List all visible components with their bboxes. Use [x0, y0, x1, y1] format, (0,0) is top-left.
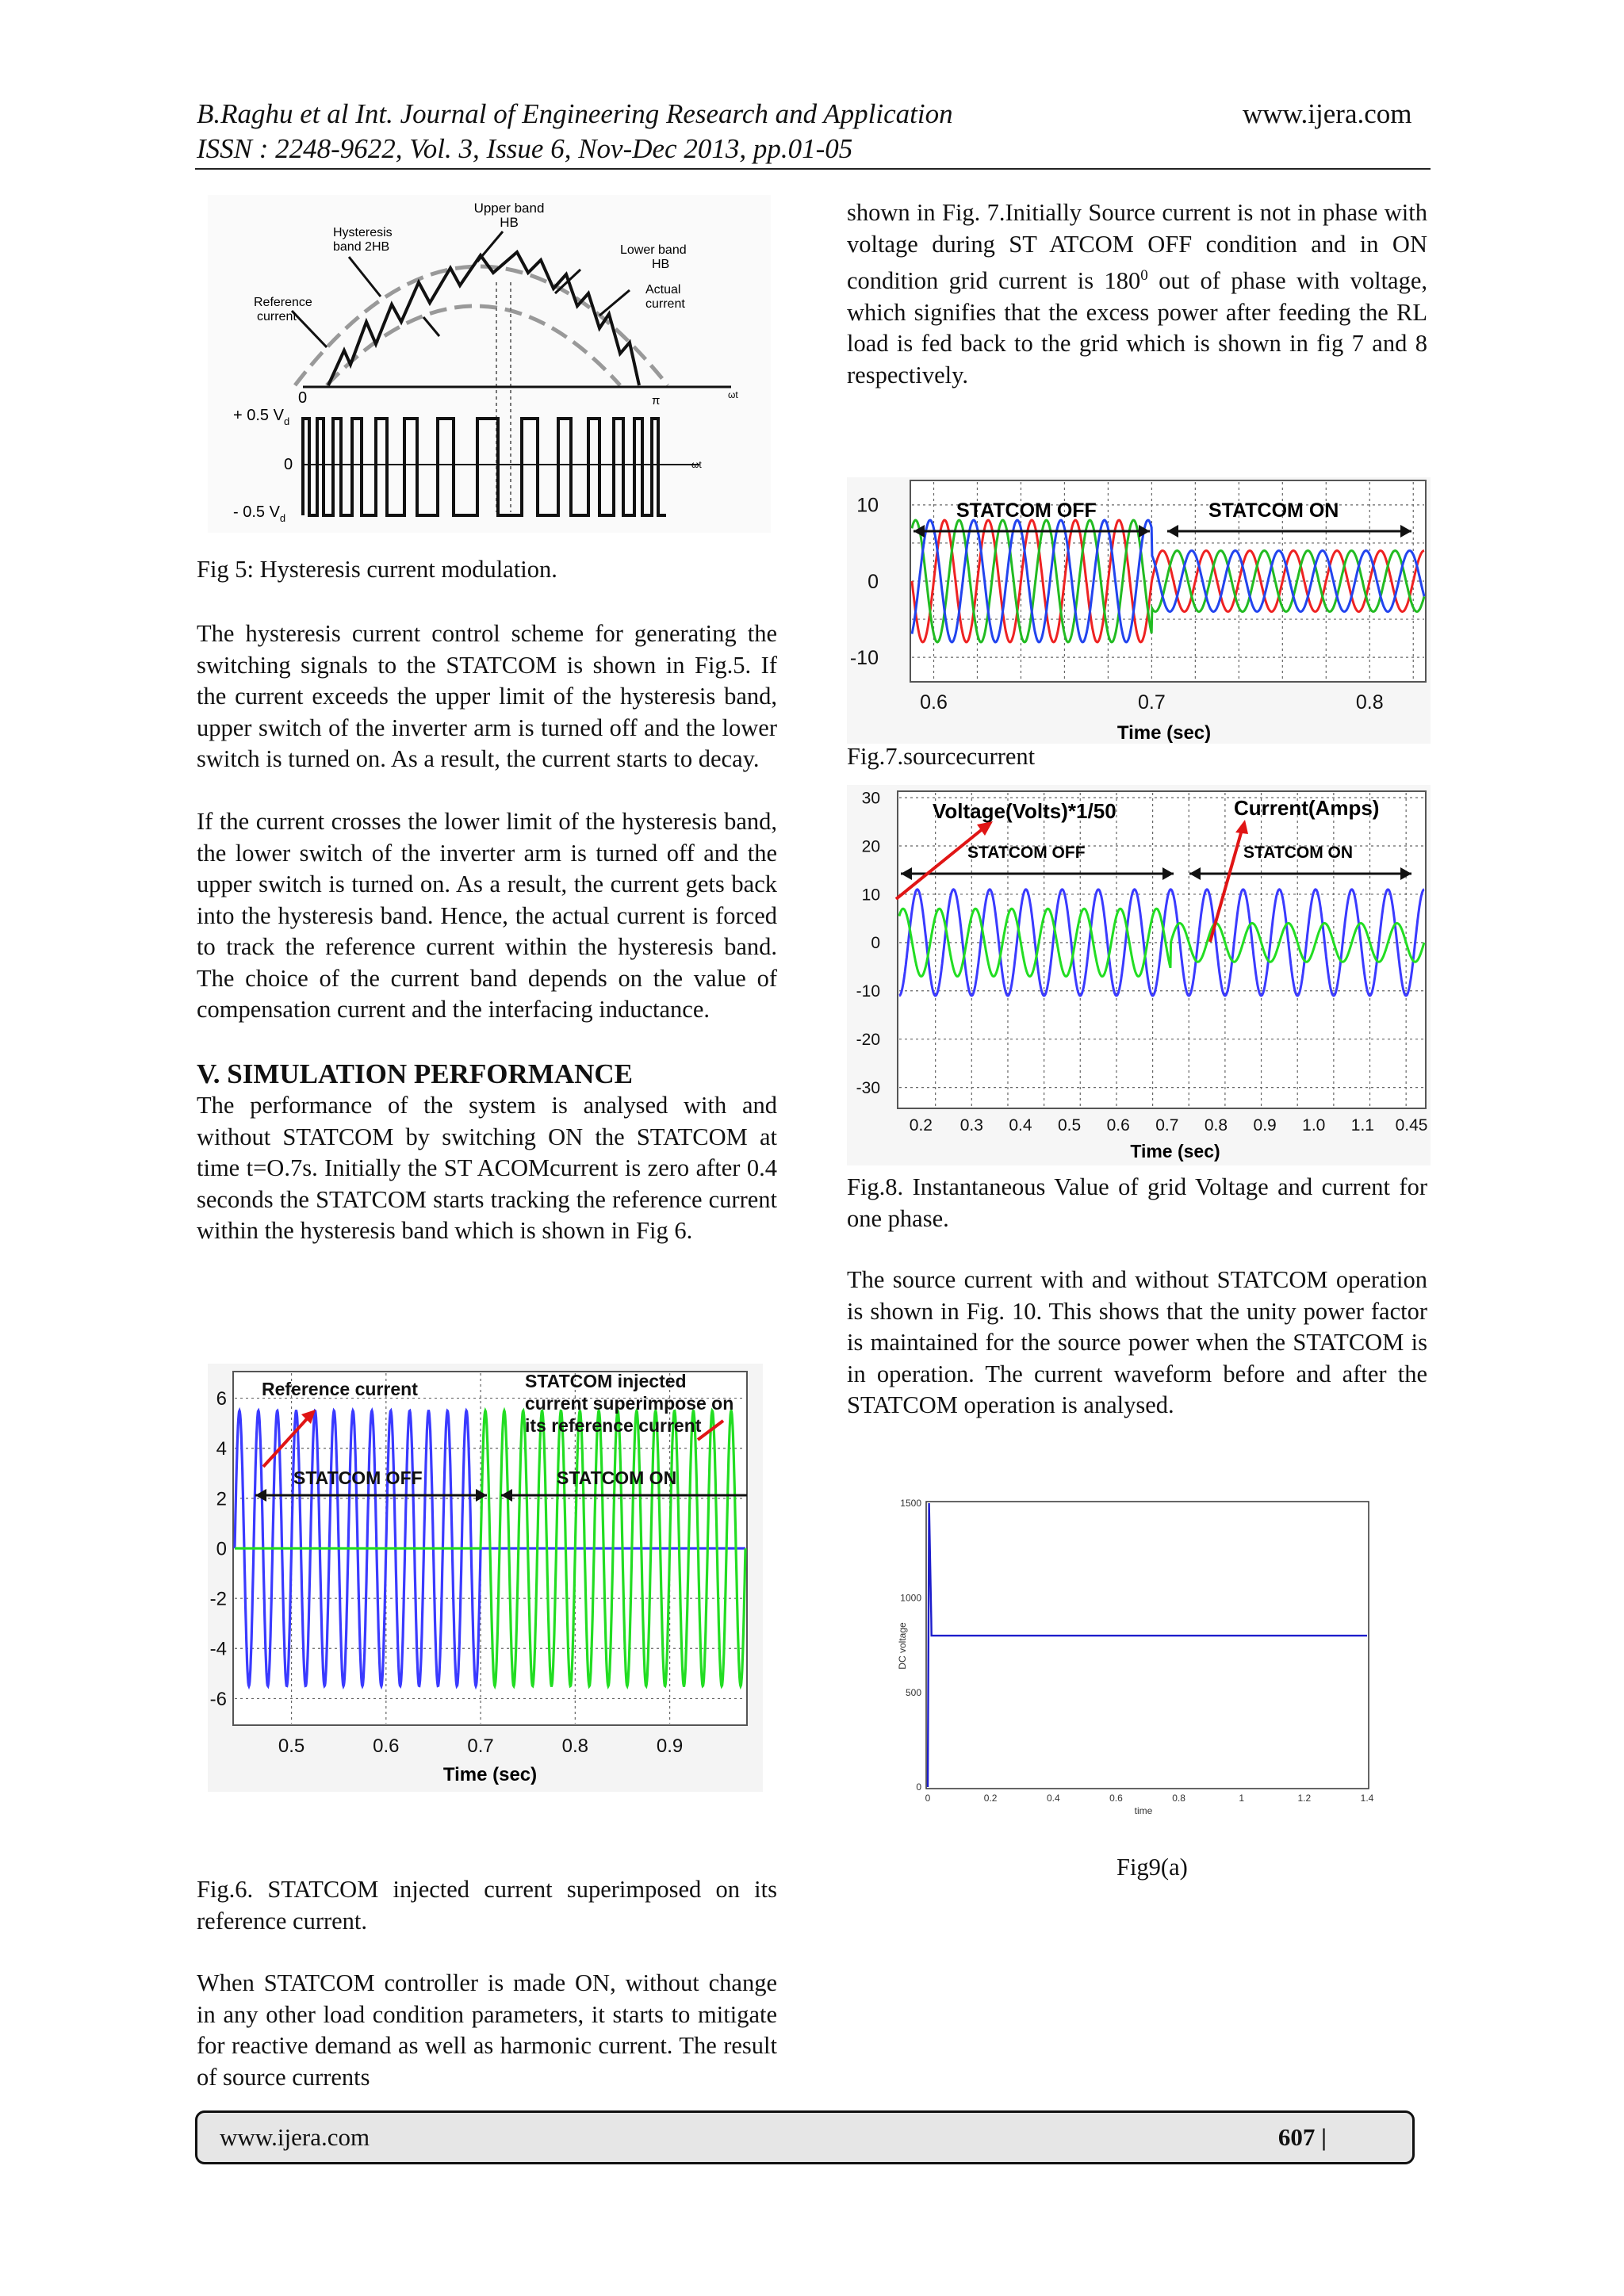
fig8-x-tick: 0.2 — [909, 1116, 933, 1135]
label-upper-band: Upper band — [473, 201, 545, 216]
fig5-caption: Fig 5: Hysteresis current modulation. — [197, 556, 557, 583]
fig6-y-tick: 0 — [216, 1538, 227, 1560]
fig6-annotation-on: STATCOM ON — [557, 1468, 677, 1488]
fig8-x-tick: 0.4 — [1009, 1116, 1032, 1135]
fig7-xlabel: Time (sec) — [1116, 722, 1212, 744]
fig8-grid-voltage-current-chart — [847, 785, 1431, 1165]
label-upper-band-hb: HB — [500, 215, 519, 230]
footer-website: www.ijera.com — [220, 2123, 370, 2151]
label-pi: π — [652, 394, 661, 408]
paragraph-unity-power-factor: The source current with and without STATCOM operation is shown in Fig. 10. This shows that the unity power factor is maintained for the source power when the STATCOM is in operation. The current waveform before and after the STATCOM operation is analysed. — [847, 1266, 1427, 1418]
fig9-x-tick: 1.2 — [1297, 1793, 1312, 1804]
paragraph-source-current: shown in Fig. 7.Initially Source current is not in phase with voltage during ST ATCOM OFF condition and in ON condition grid current is $180^0$ out of phase with voltage, which signifies that the excess power after feeding the RL load is fed back to the grid which is shown in fig 7 and 8 respectively. — [847, 199, 1428, 388]
fig9-y-tick: 0 — [916, 1781, 921, 1793]
header-rule — [195, 168, 1431, 170]
fig6-annotation-reference: Reference current — [262, 1379, 418, 1399]
fig6-y-tick: -6 — [209, 1688, 227, 1710]
label-wt-top: ωt — [728, 389, 738, 400]
label-lower-band-hb: HB — [652, 258, 670, 271]
fig7-y-tick: 0 — [868, 570, 879, 593]
fig7-source-current-chart — [847, 477, 1431, 744]
journal-issn: ISSN : 2248-9622, Vol. 3, Issue 6, Nov-Dec 2013, pp.01-05 — [197, 133, 853, 164]
fig9-x-tick: 0.8 — [1172, 1793, 1185, 1804]
fig6-annotation-injected-1: STATCOM injected — [525, 1371, 687, 1391]
label-minus-vd: - 0.5 $V_d$ — [233, 503, 286, 524]
fig7-caption: Fig.7.sourcecurrent — [847, 743, 1036, 770]
fig8-annotation-current: Current(Amps) — [1234, 796, 1380, 820]
fig8-y-tick: -30 — [856, 1078, 880, 1097]
fig6-y-tick: 2 — [216, 1488, 227, 1510]
fig8-annotation-voltage: Voltage(Volts)*1/50 — [933, 799, 1116, 823]
fig8-x-tick: 1.1 — [1350, 1116, 1374, 1135]
fig6-annotation-injected-3: its reference current — [525, 1415, 702, 1436]
fig8-x-tick: 0.9 — [1253, 1116, 1277, 1135]
fig7-y-tick: 10 — [856, 494, 879, 517]
fig9-x-tick: 0.6 — [1109, 1793, 1123, 1804]
fig7-x-tick: 0.8 — [1355, 691, 1384, 714]
fig7-annotation-off: STATCOM OFF — [956, 499, 1097, 522]
fig6-y-tick: 6 — [216, 1387, 227, 1410]
paragraph-simulation: The performance of the system is analysed with and without STATCOM by switching ON the STATCOM at time t=O.7s. Initially the ST ACOMcurrent is zero after 0.4 seconds the STATCOM starts tracking the reference current within the hysteresis band which is shown in Fig 6. — [197, 1092, 777, 1244]
fig8-xlabel: Time (sec) — [1130, 1141, 1220, 1161]
fig6-x-tick: 0.9 — [656, 1735, 684, 1757]
fig8-x-tick: 0.8 — [1204, 1116, 1228, 1135]
fig6-xlabel: Time (sec) — [442, 1764, 538, 1785]
fig8-x-tick: 0.7 — [1155, 1116, 1179, 1135]
fig9-y-tick: 500 — [905, 1686, 921, 1698]
paragraph-controller-on: When STATCOM controller is made ON, without change in any other load condition parameters, it starts to mitigate for reactive demand as well as harmonic current. The result of source currents — [197, 1969, 777, 2091]
fig8-y-tick: 20 — [861, 837, 880, 856]
label-reference: Reference — [254, 296, 312, 309]
fig6-y-tick: 4 — [216, 1438, 227, 1460]
fig8-y-tick: 30 — [861, 789, 880, 808]
fig5-hysteresis-diagram — [208, 195, 771, 533]
fig6-y-tick: -2 — [209, 1588, 227, 1610]
label-origin: 0 — [298, 389, 308, 407]
fig9-x-tick: 1 — [1239, 1793, 1245, 1804]
fig6-statcom-current-chart — [208, 1364, 763, 1792]
label-wt-bottom: ωt — [691, 459, 702, 470]
fig7-annotation-on: STATCOM ON — [1208, 499, 1339, 522]
fig8-annotation-on: STATCOM ON — [1243, 844, 1354, 862]
fig6-x-tick: 0.8 — [561, 1735, 589, 1757]
footer-page-number: 607 | — [1277, 2123, 1327, 2151]
fig9-y-tick: 1000 — [900, 1592, 921, 1604]
label-actual: Actual — [645, 283, 681, 297]
fig9-x-tick: 0.2 — [983, 1793, 998, 1804]
fig6-caption: Fig.6. STATCOM injected current superimposed on its reference current. — [197, 1876, 777, 1934]
label-plus-vd: + 0.5 $V_d$ — [233, 407, 290, 427]
journal-title: B.Raghu et al Int. Journal of Engineering Research and Application — [197, 98, 953, 129]
fig6-y-tick: -4 — [209, 1638, 227, 1660]
fig6-x-tick: 0.5 — [278, 1735, 305, 1757]
fig9a-dc-voltage-chart — [888, 1490, 1396, 1823]
fig6-x-tick: 0.7 — [467, 1735, 494, 1757]
paragraph-hysteresis-1: The hysteresis current control scheme for generating the switching signals to the STATCOM is shown in Fig.5. If the current exceeds the upper limit of the hysteresis band, upper switch of the inverter arm is turned off and the lower switch is turned on. As a result, the current starts to decay. — [197, 620, 777, 772]
fig8-x-tick: 0.3 — [959, 1116, 983, 1135]
label-actual-current: current — [645, 297, 685, 311]
fig8-y-tick: -20 — [856, 1031, 880, 1050]
fig6-annotation-off: STATCOM OFF — [293, 1468, 423, 1488]
fig9a-caption: Fig9(a) — [1116, 1854, 1188, 1881]
section-heading-simulation: V. SIMULATION PERFORMANCE — [197, 1058, 633, 1089]
paragraph-hysteresis-2: If the current crosses the lower limit of the hysteresis band, the lower switch of the inverter arm is turned off and the upper switch is turned on. As a result, the current gets back into the hysteresis band. Hence, the actual current is forced to track the reference current within the hysteresis band. The choice of the current band depends on the value of compensation current and the interfacing inductance. — [197, 808, 777, 1023]
label-hysteresis-2hb: band 2HB — [333, 240, 390, 254]
fig7-x-tick: 0.6 — [920, 691, 948, 714]
fig7-x-tick: 0.7 — [1138, 691, 1166, 714]
fig9-x-tick: 0 — [925, 1793, 931, 1804]
fig8-x-tick: 1.0 — [1302, 1116, 1326, 1135]
fig6-annotation-injected-2: current superimpose on — [525, 1393, 734, 1414]
journal-website: www.ijera.com — [1243, 98, 1412, 129]
label-zero-voltage: 0 — [284, 456, 293, 473]
fig8-caption: Fig.8. Instantaneous Value of grid Voltage and current for one phase. — [847, 1173, 1427, 1232]
label-lower-band: Lower band — [620, 243, 687, 257]
fig6-x-tick: 0.6 — [373, 1735, 400, 1757]
fig8-x-tick: 0.45 — [1395, 1116, 1428, 1135]
fig9-xlabel: time — [1134, 1805, 1153, 1816]
fig9-y-tick: 1500 — [900, 1498, 921, 1510]
fig8-x-tick: 0.5 — [1057, 1116, 1082, 1135]
fig9-x-tick: 0.4 — [1046, 1793, 1060, 1804]
fig7-y-tick: -10 — [849, 646, 879, 669]
fig8-annotation-off: STATCOM OFF — [967, 844, 1086, 862]
fig9-x-tick: 1.4 — [1360, 1793, 1374, 1804]
fig8-y-tick: -10 — [856, 982, 880, 1001]
page-footer — [195, 2110, 1415, 2164]
fig9-ylabel: DC voltage — [897, 1622, 908, 1670]
fig8-y-tick: 10 — [861, 886, 880, 905]
label-hysteresis-band: Hysteresis — [333, 226, 393, 239]
label-reference-current: current — [257, 310, 297, 323]
fig8-x-tick: 0.6 — [1106, 1116, 1130, 1135]
fig8-y-tick: 0 — [871, 934, 880, 953]
